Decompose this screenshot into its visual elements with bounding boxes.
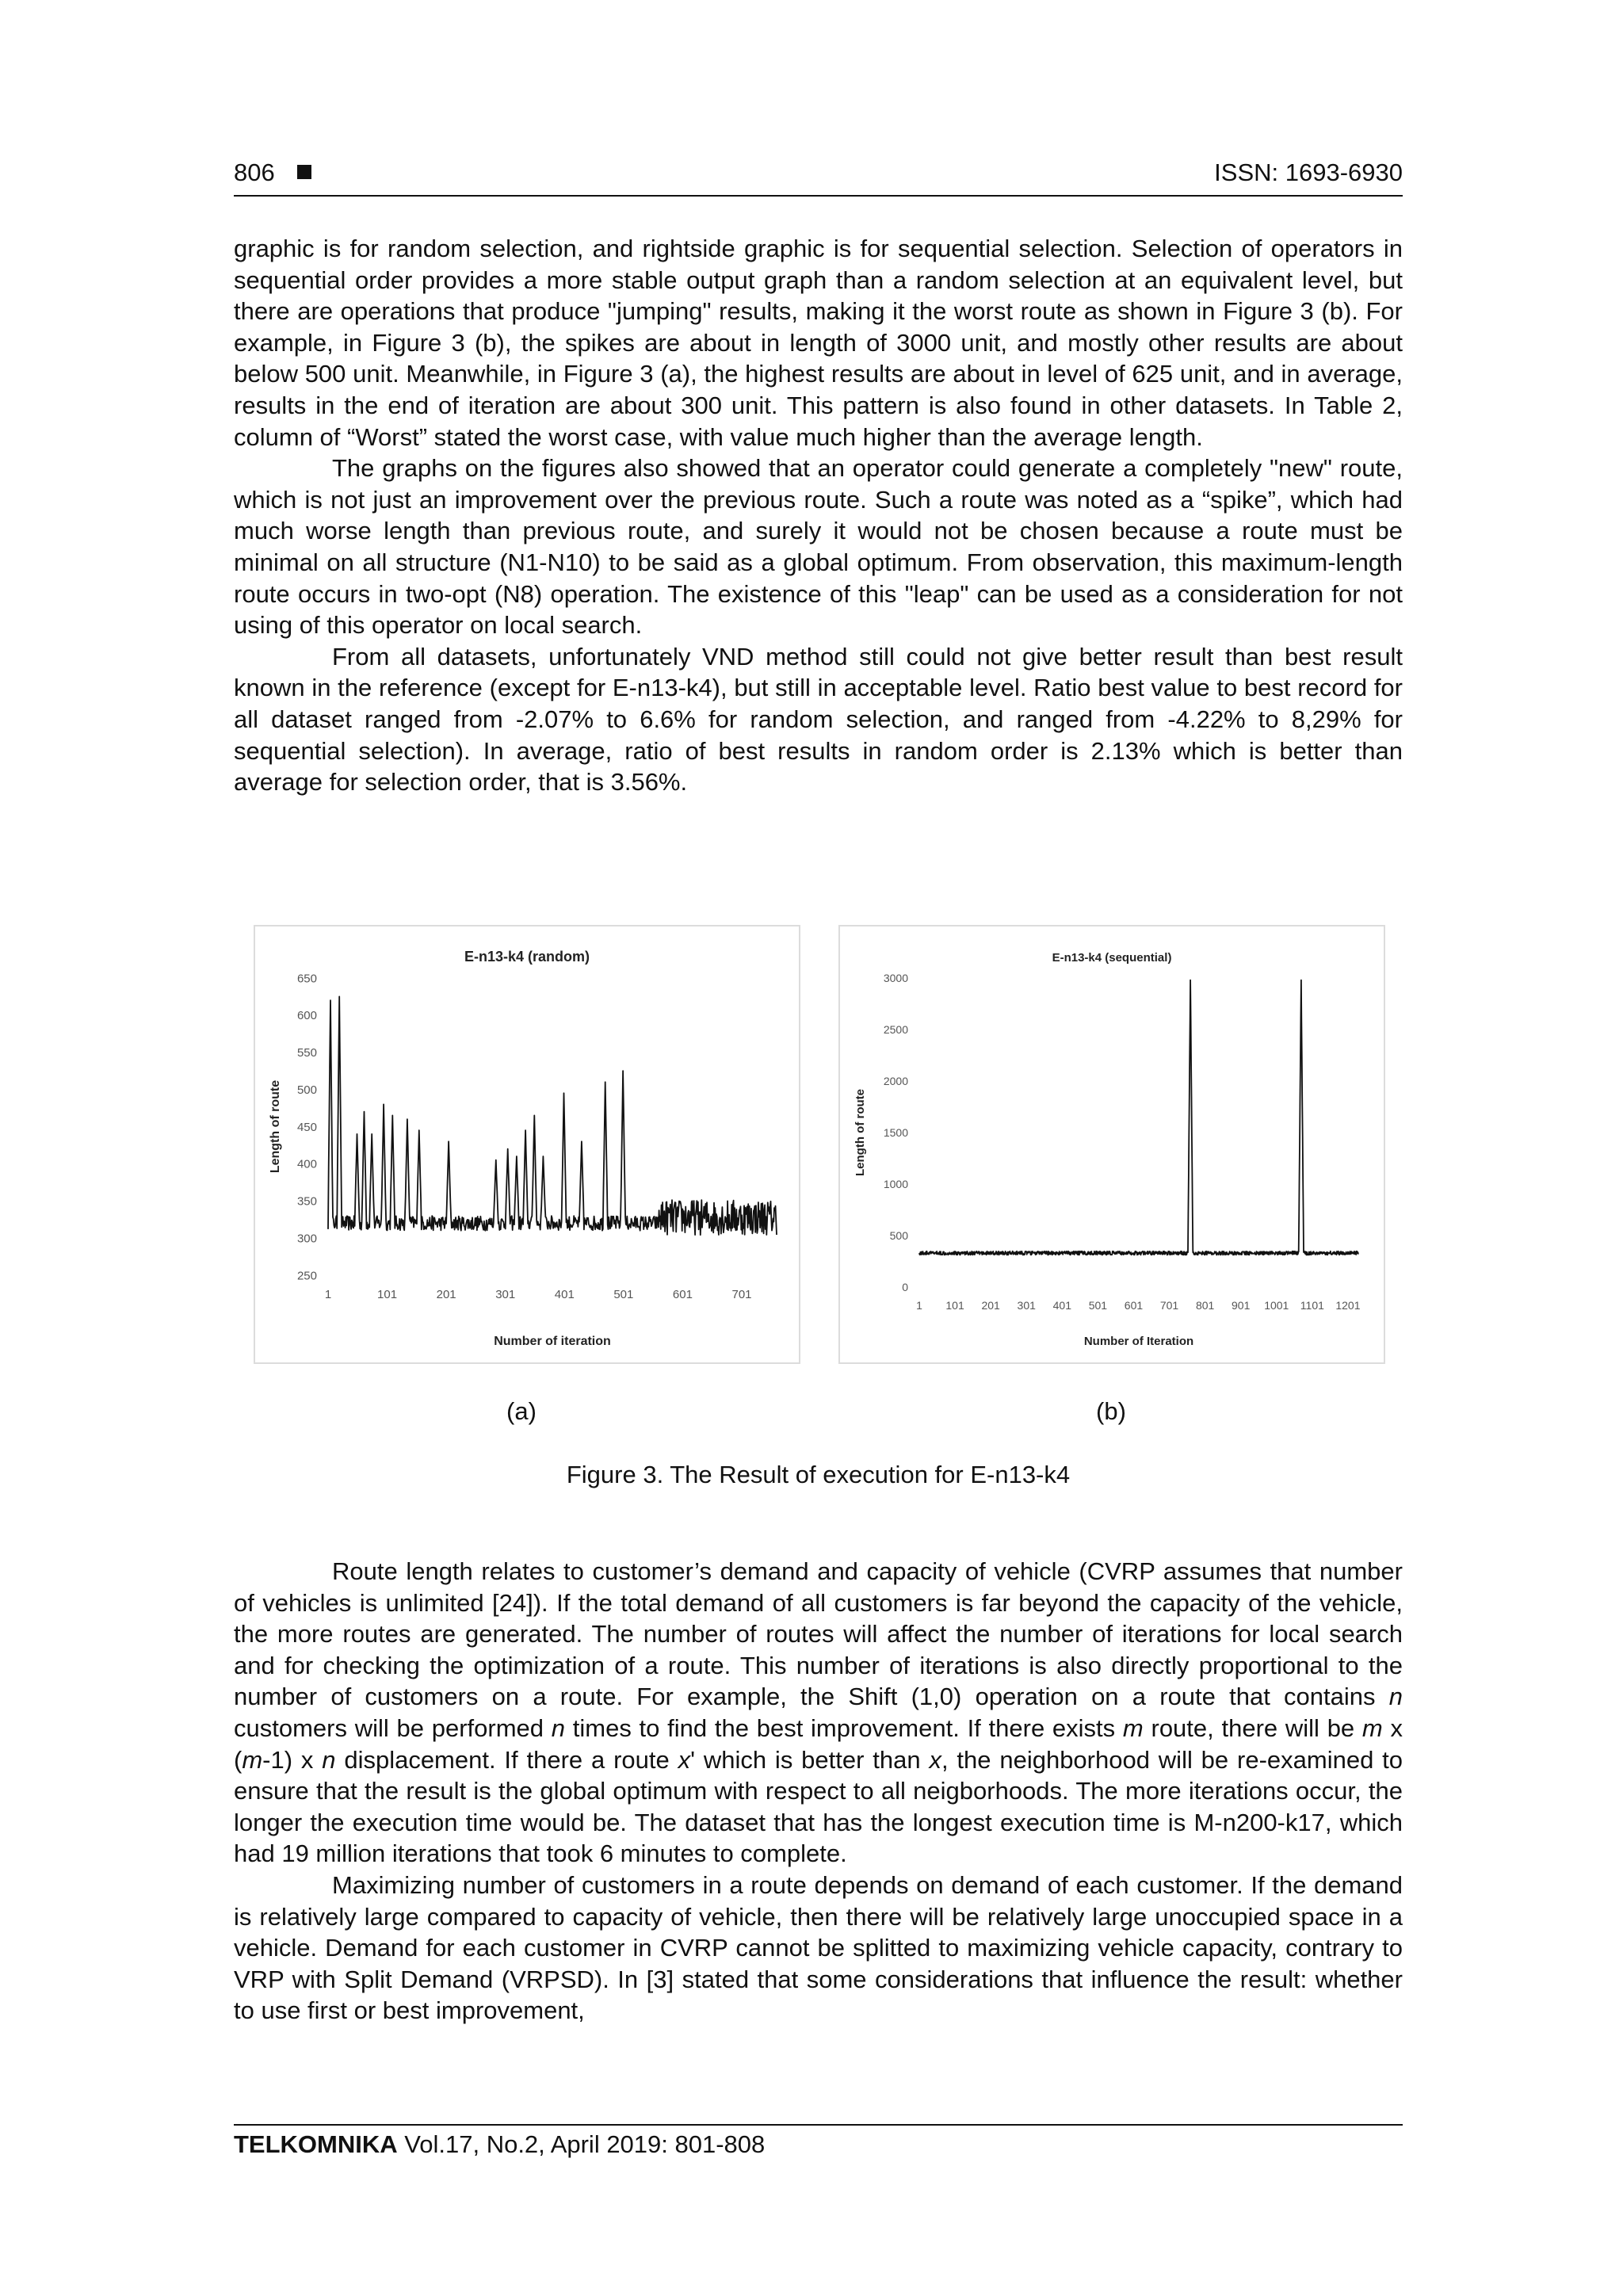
x-tick-label: 301 [1017, 1299, 1036, 1312]
y-tick-label: 2000 [883, 1074, 908, 1087]
header-rule [234, 195, 1403, 197]
subfigure-label-a: (a) [506, 1397, 537, 1425]
y-axis-label: Length of route [269, 1079, 282, 1174]
x-tick-label: 1101 [1300, 1299, 1324, 1312]
figure-caption: Figure 3. The Result of execution for E-n13-k4 [566, 1461, 1071, 1488]
x-tick-label: 901 [1232, 1299, 1251, 1312]
series-line [919, 980, 1358, 1255]
x-tick-label: 401 [1052, 1299, 1071, 1312]
paragraph-2: The graphs on the figures also showed that an operator could generate a completely "new" route, which is not just an improvement over the previous route. Such a route was noted as a “spike”, which had much worse length than previous route, and surely it would not be chosen because a route must be minimal on all structure (N1-N10) to be said as a global optimum. From observation, this maximum-length route occurs in two-opt (N8) operation. The existence of this "leap" can be used as a consideration for not using of this operator on local search. [234, 454, 1403, 640]
y-tick-label: 400 [296, 1157, 317, 1171]
footer-rule [234, 2124, 1403, 2126]
y-tick-label: 350 [296, 1194, 317, 1209]
page-footer [234, 2130, 765, 2159]
x-tick-label: 501 [1088, 1299, 1108, 1312]
y-tick-label: 650 [296, 972, 317, 986]
subfigure-label-b: (b) [1096, 1397, 1126, 1425]
chart-title: E-n13-k4 (random) [464, 949, 590, 965]
x-tick-label: 1001 [1264, 1299, 1289, 1312]
y-tick-label: 2500 [883, 1022, 908, 1036]
chart-random [254, 925, 800, 1364]
x-axis-label: Number of Iteration [1083, 1335, 1194, 1348]
chart-sequential-svg [840, 926, 1384, 1362]
x-tick-label: 501 [613, 1288, 634, 1301]
body-text-bottom [234, 1556, 1403, 2027]
x-tick-label: 1 [324, 1288, 332, 1301]
issn: ISSN: 1693-6930 [1214, 159, 1403, 186]
page-number: 806 [234, 159, 275, 186]
y-tick-label: 1500 [883, 1125, 908, 1139]
x-tick-label: 1201 [1335, 1299, 1361, 1312]
y-tick-label: 550 [296, 1046, 317, 1060]
y-tick-label: 500 [296, 1083, 317, 1097]
body-text-top [234, 233, 1403, 798]
paragraph-5: Maximizing number of customers in a route depends on demand of each customer. If the demand is relatively large compared to capacity of vehicle, then there will be relatively large unoccupied space in a vehicle. Demand for each customer in CVRP cannot be splitted to maximizing vehicle capacity, contrary to VRP with Split Demand (VRPSD). In [3] stated that some considerations that influence the result: whether to use first or best improvement, [234, 1870, 1403, 2025]
x-tick-label: 101 [377, 1288, 398, 1301]
paragraph-1: graphic is for random selection, and rightside graphic is for sequential selection. Selection of operators in sequential order provides a more stable output graph than a random selection at an equivalent level, but there are operations that produce "jumping" results, making it the worst route as shown in Figure 3 (b). For example, in Figure 3 (b), the spikes are about in length of 3000 unit, and mostly other results are about below 500 unit. Meanwhile, in Figure 3 (a), the highest results are about in level of 625 unit, and in average, results in the end of iteration are about 300 unit. This pattern is also found in other datasets. In Table 2, column of “Worst” stated the worst case, with value much higher than the average length. [234, 235, 1403, 451]
series-line [328, 996, 777, 1235]
y-tick-label: 300 [296, 1232, 317, 1246]
y-axis-label: Length of route [854, 1089, 867, 1176]
y-tick-label: 1000 [883, 1177, 908, 1190]
x-tick-label: 701 [731, 1288, 752, 1301]
x-tick-label: 601 [672, 1288, 693, 1301]
x-axis-label: Number of iteration [494, 1335, 611, 1348]
journal-info: Vol.17, No.2, April 2019: 801-808 [404, 2130, 766, 2158]
y-tick-label: 0 [902, 1280, 908, 1293]
y-tick-label: 450 [296, 1120, 317, 1134]
y-tick-label: 500 [889, 1228, 908, 1242]
chart-title: E-n13-k4 (sequential) [1052, 951, 1172, 965]
page-header [234, 159, 1403, 193]
y-tick-label: 250 [296, 1269, 317, 1283]
journal-name: TELKOMNIKA [234, 2130, 398, 2158]
y-tick-label: 3000 [883, 971, 908, 984]
square-bullet-icon [297, 165, 311, 179]
x-tick-label: 401 [554, 1288, 575, 1301]
x-tick-label: 701 [1159, 1299, 1179, 1312]
paragraph-3: From all datasets, unfortunately VND method still could not give better result than best result known in the reference (except for E-n13-k4), but still in acceptable level. Ratio best value to best record for all dataset ranged from -2.07% to 6.6% for random selection, and ranged from -4.22% to 8,29% for sequential selection). In average, ratio of best results in random order is 2.13% which is better than average for selection order, that is 3.56%. [234, 642, 1403, 797]
x-tick-label: 201 [981, 1299, 1000, 1312]
x-tick-label: 201 [436, 1288, 456, 1301]
chart-random-svg [255, 926, 799, 1362]
paragraph-4: Route length relates to customer’s demand and capacity of vehicle (CVRP assumes that number of vehicles is unlimited [24]). If the total demand of all customers is far beyond the capacity of the vehicle, the more routes are generated. The number of routes will affect the number of iterations for local search and for checking the optimization of a route. This number of iterations is also directly proportional to the number of customers on a route. For example, the Shift (1,0) operation on a route that contains n customers will be performed n times to find the best improvement. If there exists m route, there will be m x (m-1) x n displacement. If there a route x' which is better than x, the neighborhood will be re-examined to ensure that the result is the global optimum with respect to all neigborhoods. The more iterations occur, the longer the execution time would be. The dataset that has the longest execution time is M-n200-k17, which had 19 million iterations that took 6 minutes to complete. [234, 1557, 1403, 1868]
y-tick-label: 600 [296, 1009, 317, 1023]
x-tick-label: 601 [1124, 1299, 1144, 1312]
x-tick-label: 301 [495, 1288, 516, 1301]
x-tick-label: 1 [916, 1299, 922, 1312]
x-tick-label: 101 [945, 1299, 964, 1312]
chart-sequential [838, 925, 1385, 1364]
x-tick-label: 801 [1195, 1299, 1215, 1312]
